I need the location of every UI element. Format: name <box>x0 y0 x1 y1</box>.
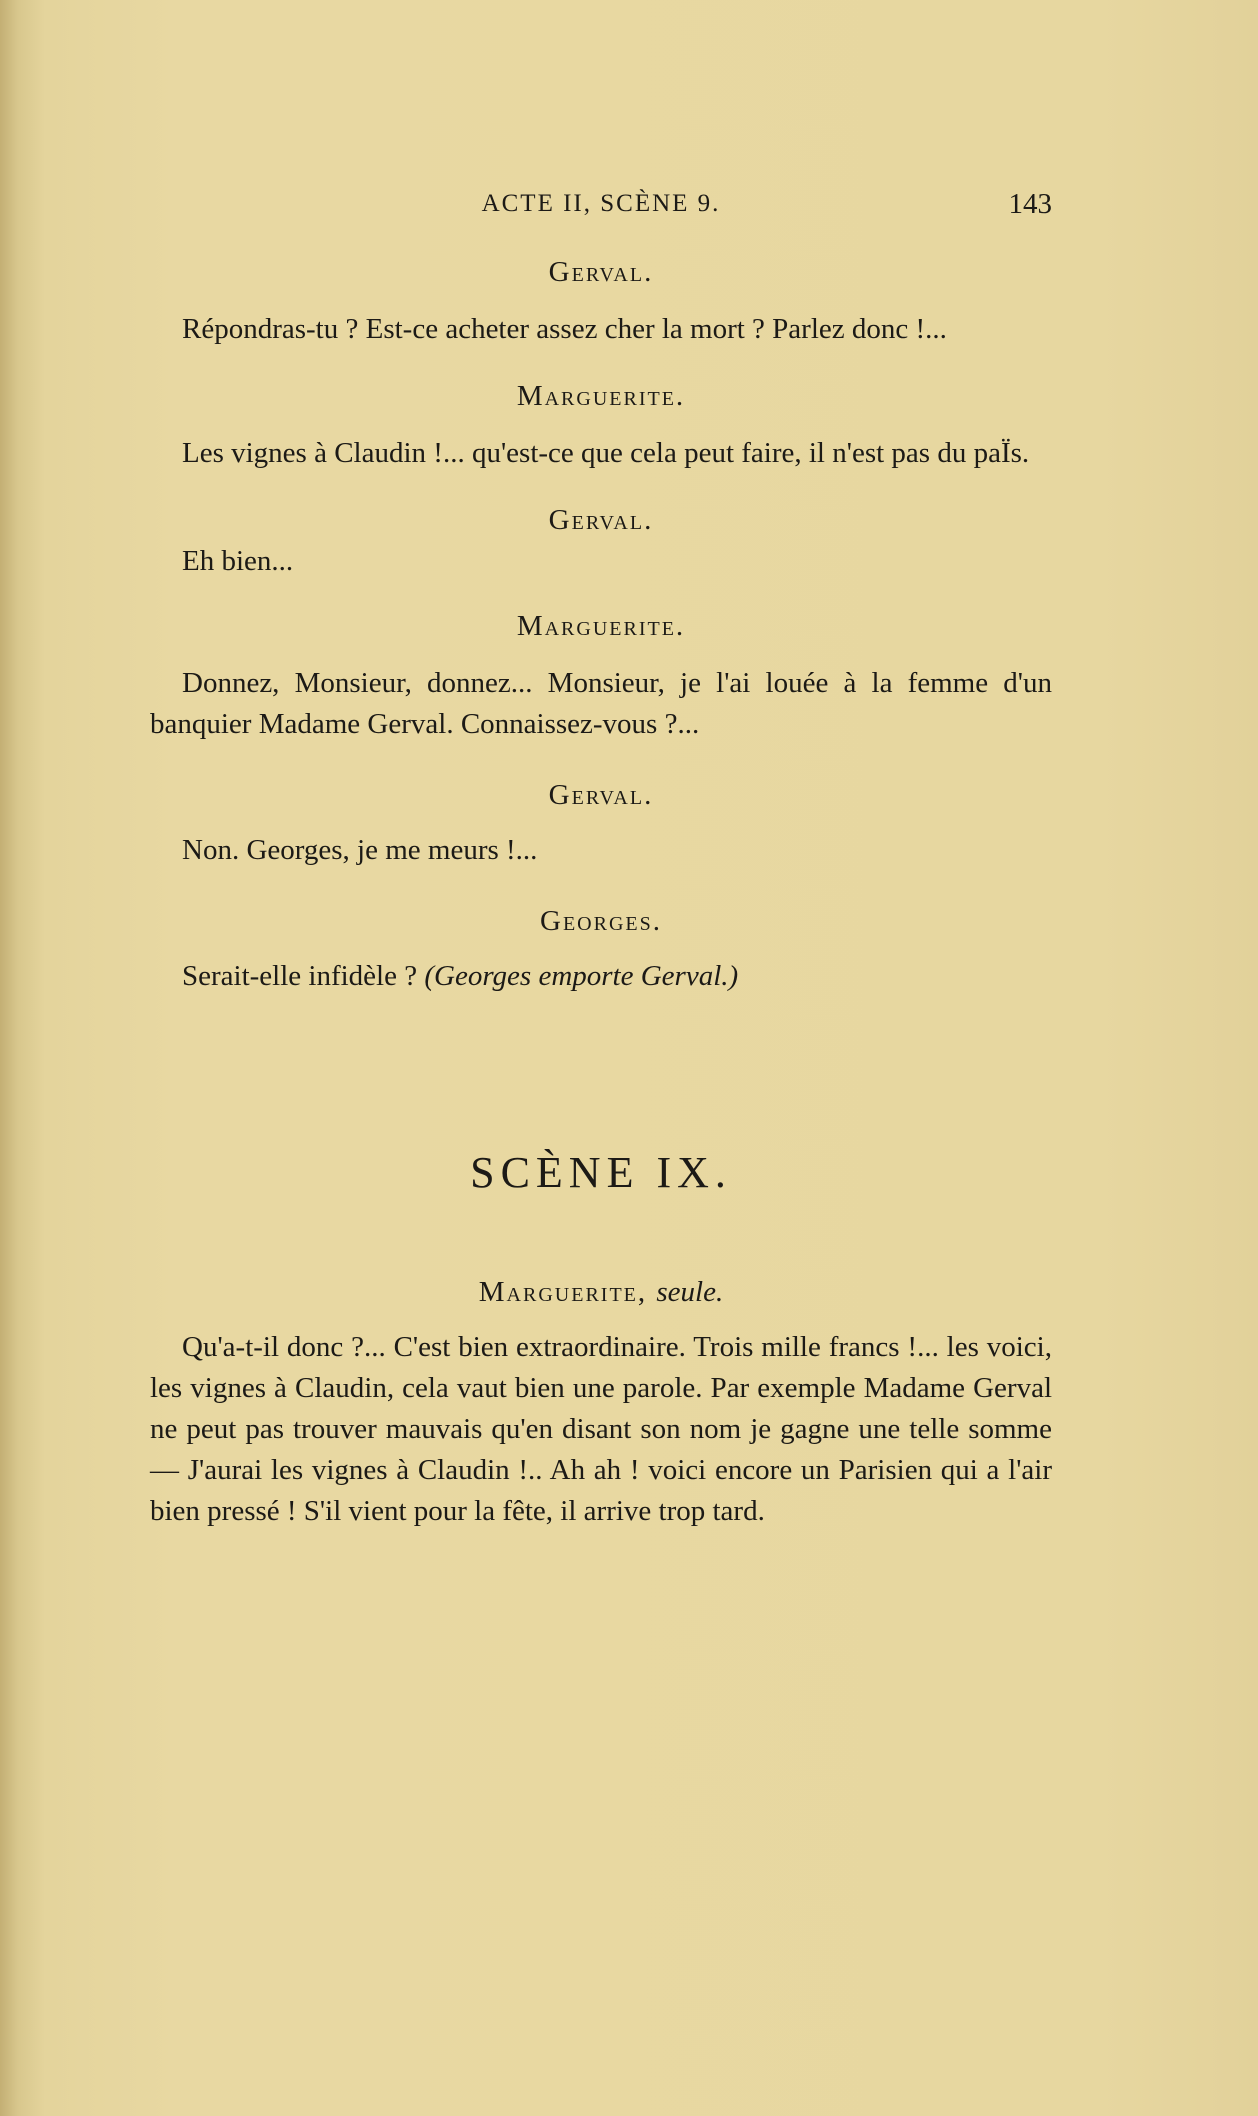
speaker-name: Gerval. <box>548 779 654 811</box>
speaker-name: Marguerite. <box>516 610 686 642</box>
page-number: 143 <box>1008 188 1052 220</box>
scene-title: SCÈNE IX. <box>470 1148 732 1197</box>
monologue: Qu'a-t-il donc ?... C'est bien extraordinaire. Trois mille francs !... les voici, les vignes à Claudin, cela vaut bien une parole. Par exemple Madame Gerval ne peut pas trouver mauvais qu'en disant son nom je gagne une telle somme — J'aurai les vignes à Claudin !.. Ah ah ! voici encore un Parisien qui a l'air bien pressé ! S'il vient pour la fête, il arrive trop tard. <box>150 1331 1052 1527</box>
dialogue-line: Les vignes à Claudin !... qu'est-ce que cela peut faire, il n'est pas du paÏs. <box>182 437 1030 469</box>
dialogue-line <box>150 956 1052 997</box>
speaker-note: seule. <box>656 1276 724 1308</box>
dialogue-line: Donnez, Monsieur, donnez... Monsieur, je l'ai louée à la femme d'un banquier Madame Gerval. Connaissez-vous ?... <box>150 667 1052 740</box>
dialogue-line: Eh bien... <box>182 545 294 577</box>
speaker-name: Gerval. <box>548 504 654 536</box>
running-title: ACTE II, SCÈNE 9. <box>481 190 721 217</box>
stage-direction: (Georges emporte Gerval.) <box>424 960 739 992</box>
speaker-name: Gerval. <box>548 256 654 288</box>
dialogue-line: Répondras-tu ? Est-ce acheter assez cher la mort ? Parlez donc !... <box>182 313 947 345</box>
dialogue-line: Non. Georges, je me meurs !... <box>182 834 538 866</box>
speaker-name: Georges. <box>540 905 662 937</box>
play-text <box>150 256 1052 1532</box>
scene-speaker: Marguerite, <box>478 1276 648 1308</box>
page-header <box>150 188 1052 228</box>
speaker-name <box>150 1276 1052 1309</box>
dialogue-text: Serait-elle infidèle ? <box>182 960 418 992</box>
speaker-name: Marguerite. <box>516 380 686 412</box>
